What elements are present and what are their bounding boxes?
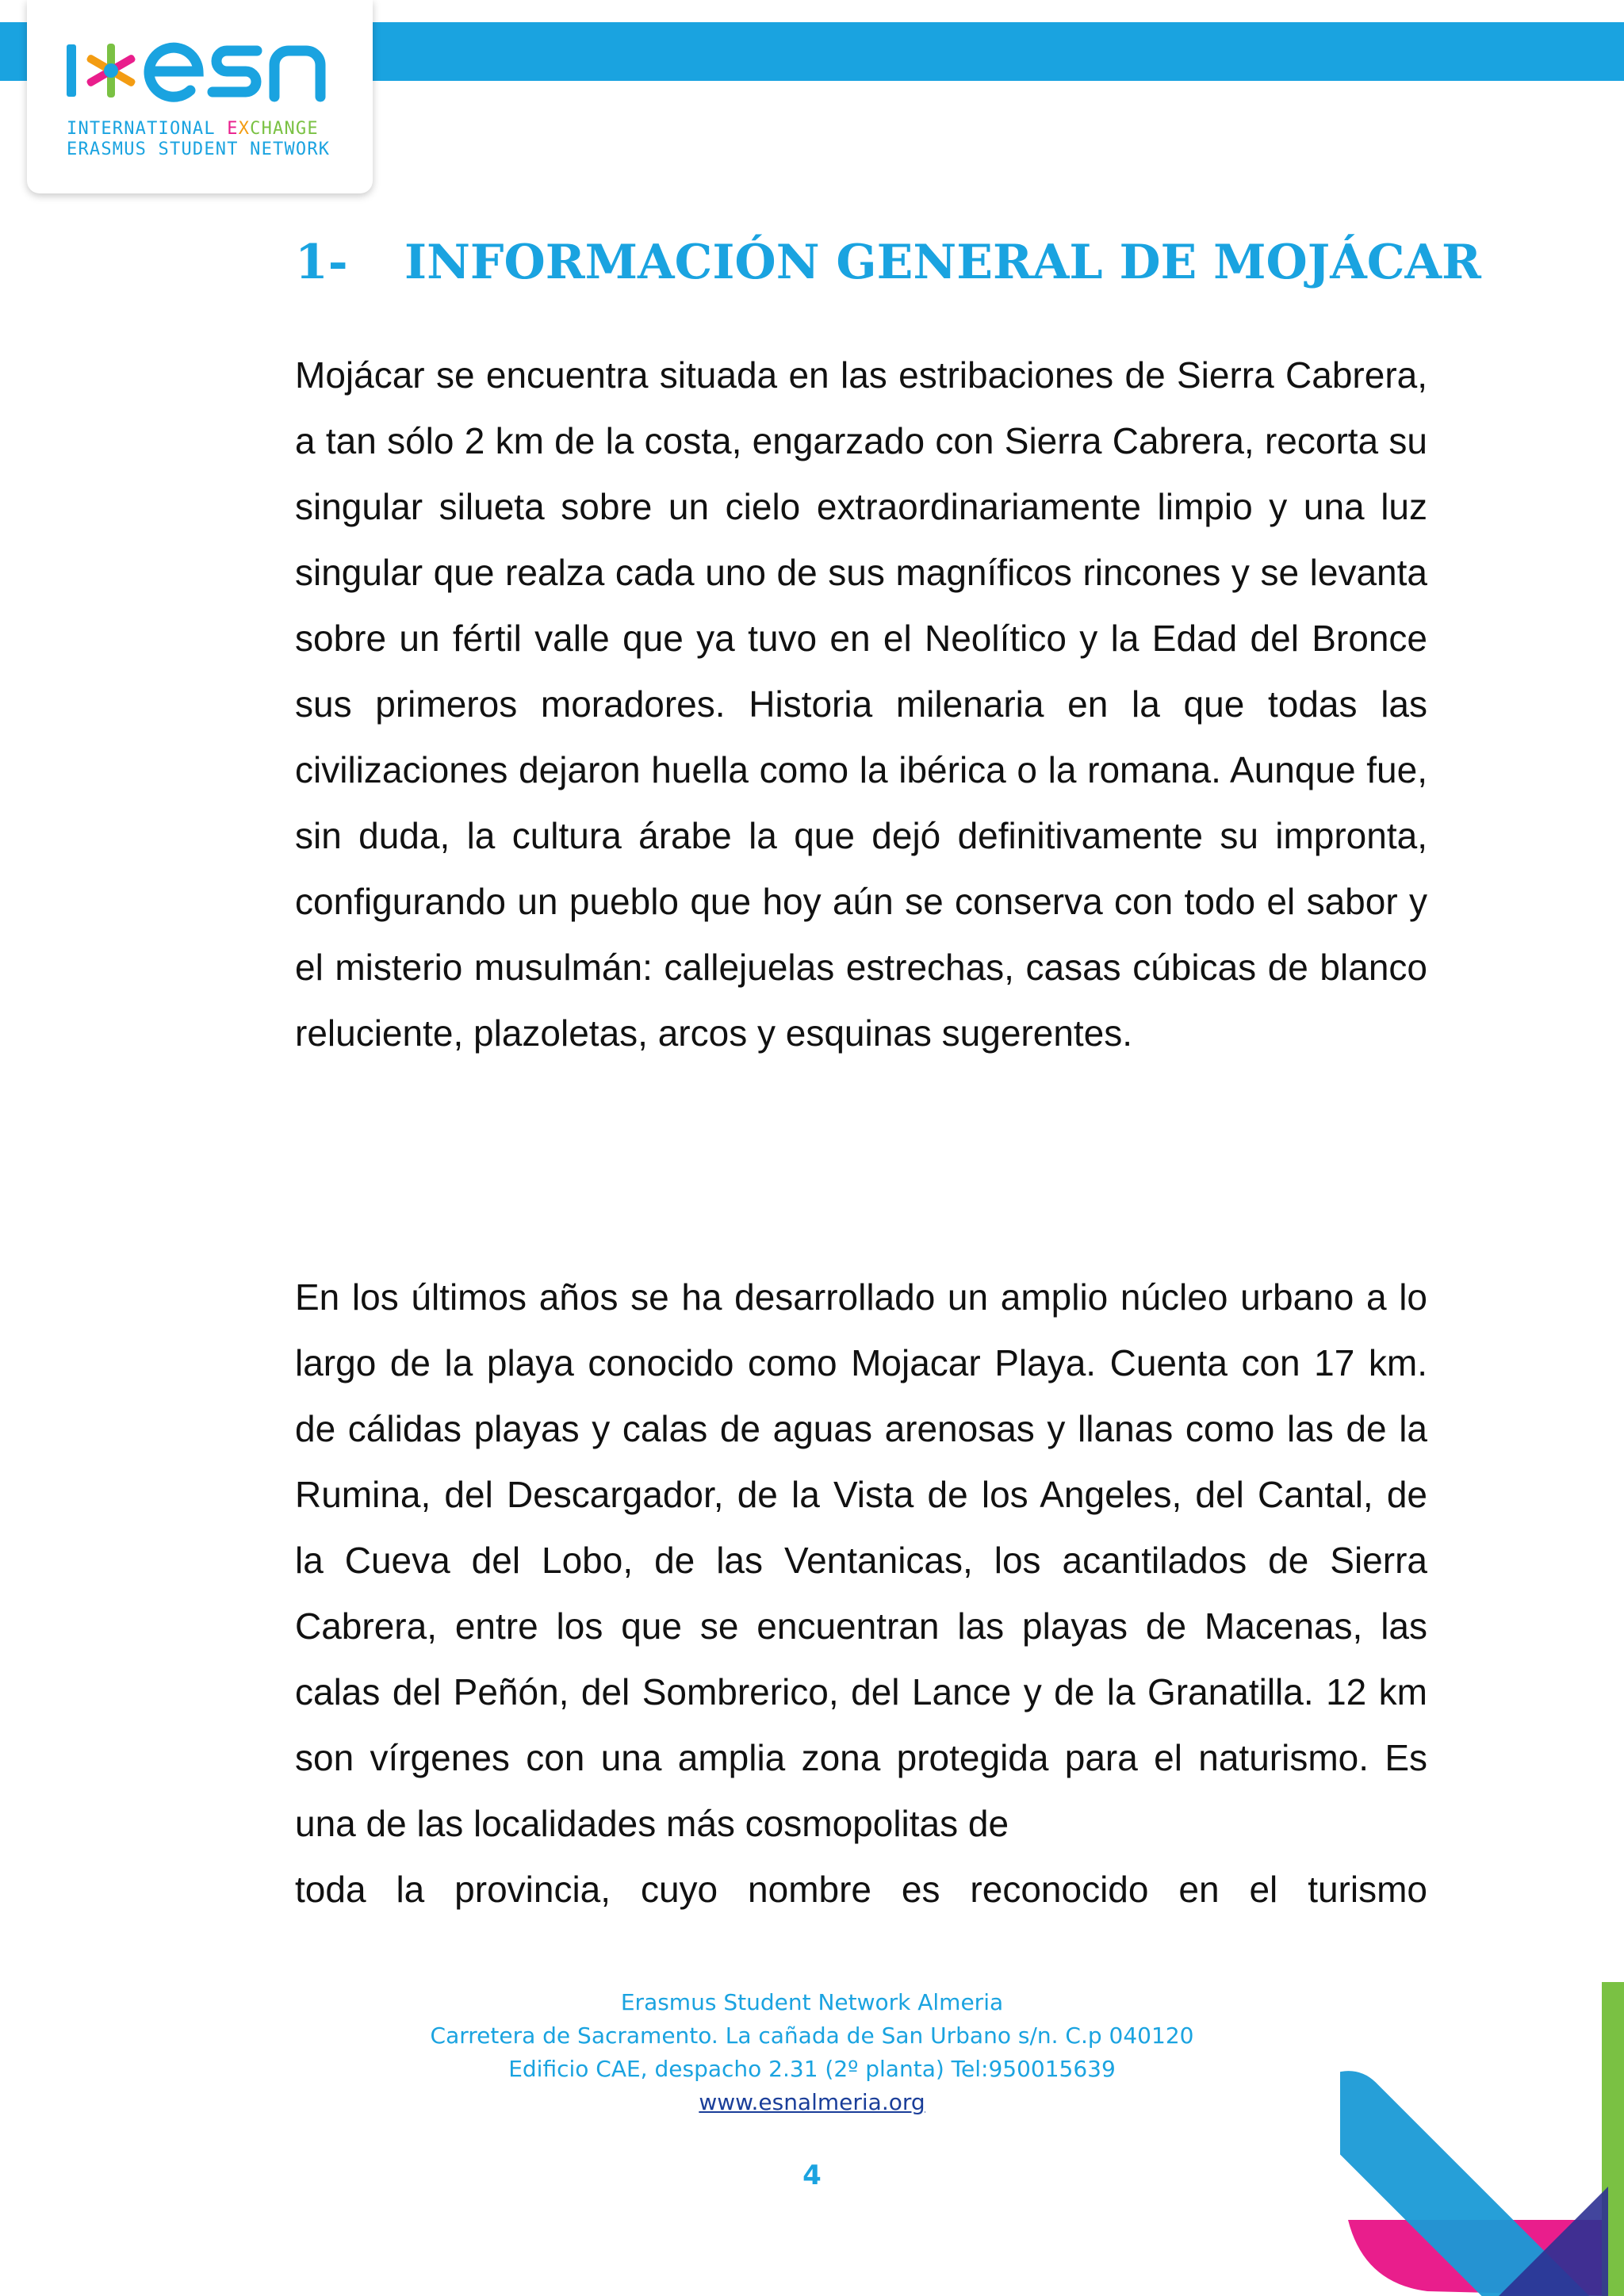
- paragraph-2-text: En los últimos años se ha desarrollado un amplio núcleo urbano a lo largo de la playa conocido como Mojacar Playa. Cuenta con 17 km. de cálidas playas y calas de aguas arenosas y llanas como las de la Rumina, del Descargador, de la Vista de los Angeles, del Cantal, de la Cueva del Lobo, de las Ventanicas, los acantilados de Sierra Cabrera, entre los que se encuentran las playas de Macenas, las calas del Peñón, del Sombrerico, del Lance y de la Granatilla. 12 km son vírgenes con una amplia zona protegida para el naturismo. Es una de las localidades más cosmopolitas de: [295, 1276, 1427, 1844]
- footer-website-link[interactable]: www.esnalmeria.org: [699, 2089, 925, 2115]
- page-number: 4: [802, 2160, 822, 2191]
- footer-address: Carretera de Sacramento. La cañada de San Urbano s/n. C.p 040120: [430, 2022, 1194, 2049]
- paragraph-1: Mojácar se encuentra situada en las estribaciones de Sierra Cabrera, a tan sólo 2 km de la costa, engarzado con Sierra Cabrera, recorta su singular silueta sobre un cielo extraordinariamente limpio y una luz singular que realza cada uno de sus magníficos rincones y se levanta sobre un fértil valle que ya tuvo en el Neolítico y la Edad del Bronce sus primeros moradores. Historia milenaria en la que todas las civilizaciones dejaron huella como la ibérica o la romana. Aunque fue, sin duda, la cultura árabe la que dejó definitivamente su impronta, configurando un pueblo que hoy aún se conserva con todo el sabor y el misterio musulmán: callejuelas estrechas, casas cúbicas de blanco reluciente, plazoletas, arcos y esquinas sugerentes.: [295, 354, 1427, 1054]
- footer-office: Edificio CAE, despacho 2.31 (2º planta) Tel:950015639: [508, 2056, 1116, 2082]
- section-title: INFORMACIÓN GENERAL DE MOJÁCAR: [404, 235, 1481, 290]
- section-number: 1-: [295, 235, 348, 290]
- corner-decoration-icon: [1340, 1982, 1624, 2296]
- logo-tagline-2: ERASMUS STUDENT NETWORK: [67, 140, 331, 159]
- esn-logo: [27, 0, 373, 193]
- esn-star-logo-icon: [62, 36, 363, 108]
- logo-tagline-1: INTERNATIONAL EXCHANGE: [67, 119, 319, 139]
- paragraph-2: [295, 1265, 1427, 1923]
- paragraph-2-last-line: toda la provincia, cuyo nombre es reconocido en el turismo: [295, 1869, 1427, 1910]
- section-heading: [295, 235, 1481, 290]
- footer-org: Erasmus Student Network Almeria: [620, 1989, 1004, 2015]
